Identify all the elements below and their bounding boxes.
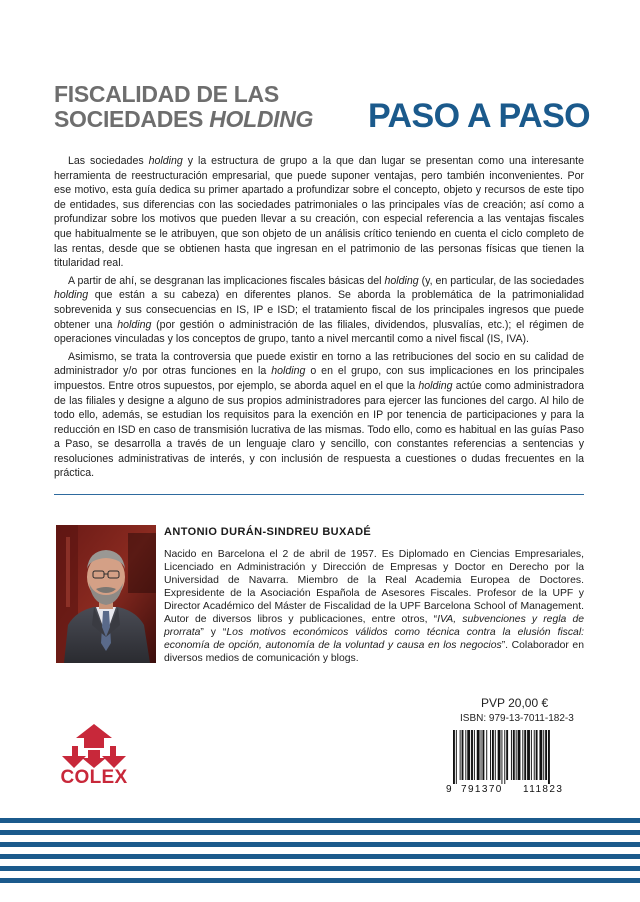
barcode-digits-mid: 791370 — [461, 784, 503, 794]
italic-term: holding — [117, 318, 152, 331]
barcode-bar — [492, 730, 494, 780]
barcode-bar — [524, 730, 526, 780]
title-line-2-plain: SOCIEDADES — [54, 106, 210, 132]
series-title: PASO A PASO — [368, 97, 590, 135]
barcode-bars — [453, 730, 550, 784]
synopsis — [54, 154, 584, 484]
book-title: Los motivos económicos válidos como técnica contra la elusión fiscal: economía de opción, autonomía de la voluntad y causa en los negocios — [164, 627, 585, 651]
barcode-bar — [504, 730, 505, 784]
footer-stripe — [0, 866, 640, 871]
italic-term: holding — [271, 365, 306, 378]
text-run: ” y “ — [200, 627, 227, 638]
barcode-bar — [490, 730, 491, 780]
footer-stripe — [0, 830, 640, 835]
barcode-bar — [506, 730, 508, 780]
italic-term: holding — [148, 155, 183, 167]
barcode-bar — [518, 730, 521, 780]
footer-stripes — [0, 818, 640, 888]
barcode-bar — [482, 730, 484, 780]
footer-stripe — [0, 842, 640, 847]
barcode-bar — [474, 730, 475, 780]
text-run: actúe como administradora de las filiales y designe a alguno de sus propios administradores para ejercer las funciones del cargo. Al hilo de todo ello, además, se estudian los requisitos para la exención en IP por tenencia de participaciones y para la reducción en ISD en caso de transmisión lucrativa de las mismas. Todo ello, como es habitual en las guías Paso a Paso, se desarrolla a través de un lenguaje claro y sencillo, con constantes referencias a sentencias y resoluciones administrativas de interés, y con inclusión de respuesta a cuestiones o dudas frecuentes en la práctica. — [54, 379, 584, 480]
barcode-bar — [456, 730, 457, 784]
title-line-2 — [54, 107, 354, 132]
barcode-bar — [527, 730, 530, 780]
barcode-bar — [545, 730, 547, 780]
footer-stripe — [0, 818, 640, 823]
text-run: A partir de ahí, se desgranan las implicaciones fiscales básicas del — [68, 274, 385, 287]
synopsis-paragraph-2 — [54, 274, 584, 347]
text-run: Asimismo, se trata la controversia que puede existir en torno a las retribuciones del socio en su calidad de administrador y/o por otras funciones en la — [54, 350, 584, 378]
isbn-label: ISBN: 979-13-7011-182-3 — [460, 713, 574, 724]
section-divider — [54, 494, 584, 495]
book-subtitle — [54, 82, 354, 132]
barcode-bar — [486, 730, 487, 780]
barcode-bar — [543, 730, 544, 780]
synopsis-paragraph-1 — [54, 154, 584, 271]
italic-term: holding — [384, 274, 419, 287]
footer-stripe — [0, 878, 640, 883]
text-run: o en el grupo, con sus implicaciones en los principales impuestos. Entre otros supuestos, por ejemplo, se aborda aquel en el que la — [54, 365, 584, 392]
title-line-1: FISCALIDAD DE LAS — [54, 81, 279, 107]
barcode-bar — [534, 730, 535, 780]
barcode-bar — [495, 730, 496, 780]
barcode — [443, 730, 585, 794]
barcode-bar — [513, 730, 515, 780]
author-name: ANTONIO DURÁN-SINDREU BUXADÉ — [164, 526, 372, 538]
synopsis-paragraph-3 — [54, 350, 584, 481]
barcode-bar — [481, 730, 482, 780]
text-run: y la estructura de grupo a la que dan lugar se presentan como una interesante herramienta de reestructuración empresarial, que puede suponer ventajas, pero también inconvenientes. Por ese motivo, esta guía dedica su primer apartado a profundizar sobre el concepto, objeto y recursos de este tipo de entidades, sus diferencias con las sociedades patrimoniales o las principales vías de creación; así como a profundizar sobre los motivos que pueden llevar a su creación, con especial referencia a las ventajas fiscales que habitualmente se le atribuyen, que son objeto de un análisis crítico teniendo en cuenta el ciclo completo de las rentas, desde que se obtienen hasta que ingresan en el patrimonio de las personas físicas que tienen la titularidad real. — [54, 155, 584, 270]
barcode-digit-first: 9 — [446, 784, 452, 794]
text-run: que están a su cabeza) en diferentes planos. Se aborda la problemática de la patrimonialidad sobrevenida y sus consecuencias en IS, IP e ISD; el tratamiento fiscal de los principales ingresos que puede obtener una — [54, 289, 584, 331]
barcode-bar — [498, 730, 501, 780]
book-title: IVA, subvenciones y regla de prorrata — [164, 614, 585, 638]
footer-stripe — [0, 854, 640, 859]
barcode-bar — [516, 730, 517, 780]
barcode-bar — [460, 730, 461, 780]
text-run: Nacido en Barcelona el 2 de abril de 1957. Es Diplomado en Ciencias Empresariales, Licenciado en Administración y Dirección de Empresas y Doctor en Derecho por la Universidad de Navarra. Miembro de la Real Academia Europea de Doctores. Expresidente de la Asociación Española de Asesores Fiscales. Profesor de la UPF y Director Académico del Máster de Fiscalidad de la UPF Barcelona School of Management. Autor de diversos libros y publicaciones, entre otros, “ — [164, 549, 584, 625]
author-bio — [164, 548, 584, 665]
author-portrait-image — [56, 525, 156, 663]
barcode-bar — [531, 730, 532, 780]
text-run: (por gestión o administración de las filiales, dividendos, plusvalías, etc.); el régimen de operaciones vinculadas y los conceptos de grupo, tanto a nivel mercantil como a nivel fiscal (IS, IVA). — [54, 318, 584, 346]
barcode-bar — [536, 730, 538, 780]
barcode-bar — [453, 730, 455, 784]
price-label: PVP 20,00 € — [481, 696, 549, 710]
barcode-bar — [548, 730, 550, 784]
barcode-bar — [501, 730, 502, 784]
barcode-bar — [511, 730, 512, 780]
barcode-bar — [467, 730, 470, 780]
text-run: (y, en particular, de las sociedades — [418, 274, 584, 287]
publisher-name: COLEX — [60, 767, 128, 788]
italic-term: holding — [418, 379, 453, 392]
title-line-2-italic: HOLDING — [209, 106, 314, 132]
author-photo — [56, 525, 156, 663]
text-run: Las sociedades — [68, 155, 149, 167]
barcode-bar — [522, 730, 523, 780]
barcode-bar — [471, 730, 473, 780]
barcode-bar — [462, 730, 464, 780]
barcode-bar — [477, 730, 480, 780]
barcode-bar — [465, 730, 466, 780]
italic-term: holding — [54, 289, 89, 302]
text-run: ”. Colaborador en diversos medios de comunicación y blogs. — [164, 640, 584, 664]
barcode-bar — [539, 730, 542, 780]
barcode-digits-last: 111823 — [523, 784, 564, 794]
